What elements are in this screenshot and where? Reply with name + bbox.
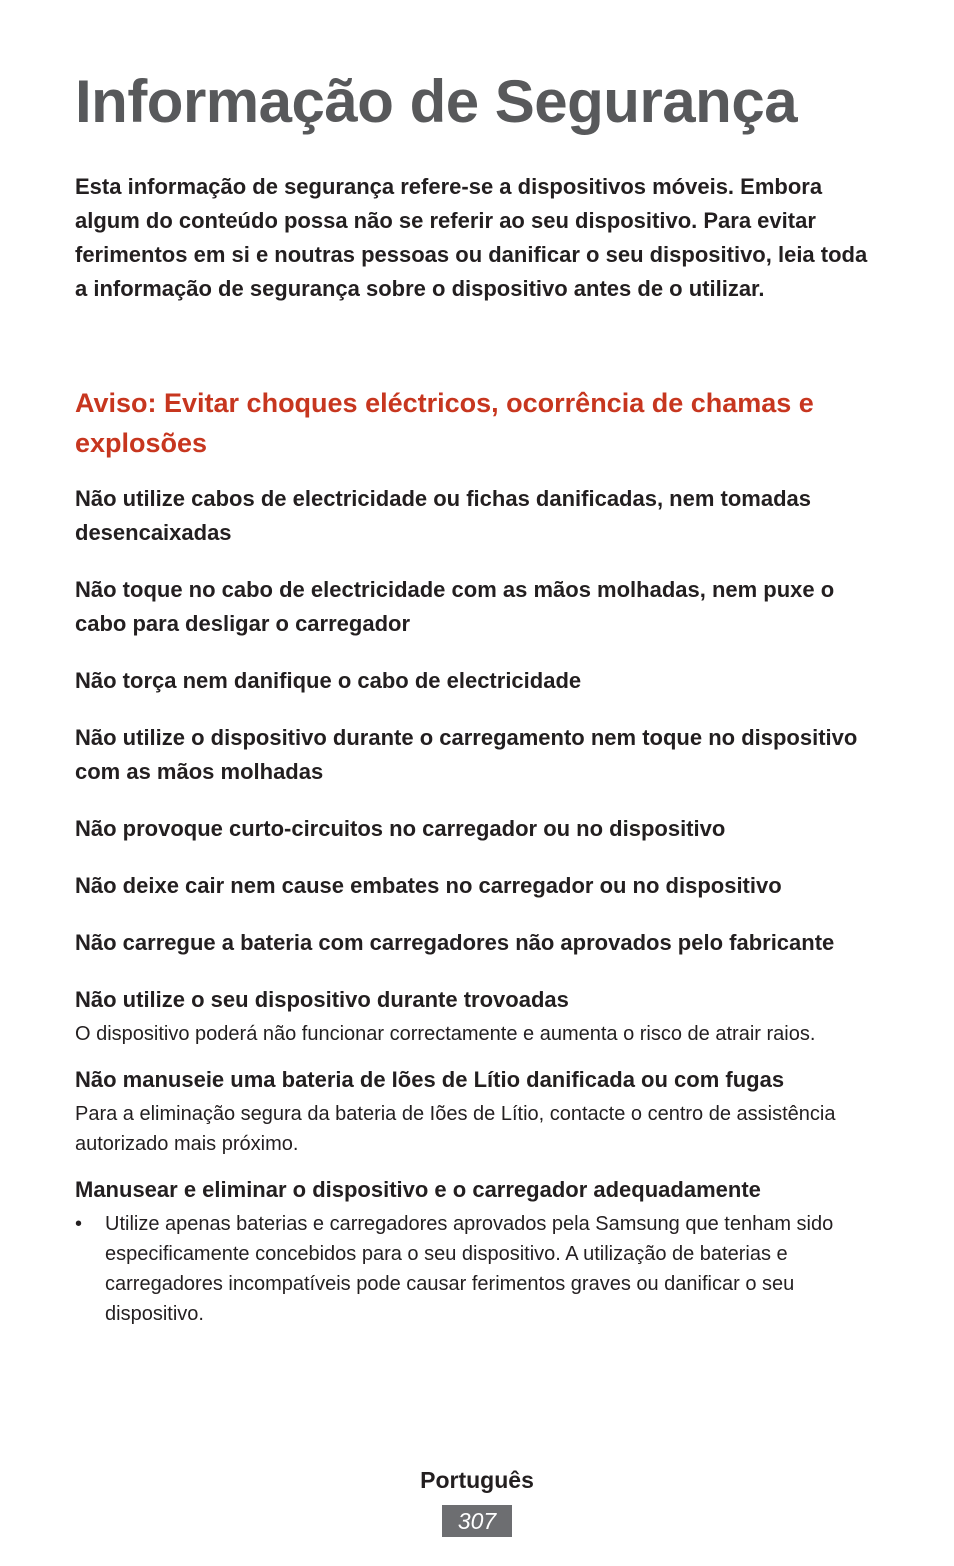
- bullet-text: Utilize apenas baterias e carregadores aprovados pela Samsung que tenham sido especificamente concebidos para o seu dispositivo. A utilização de baterias e carregadores incompatíveis pode causar ferimentos graves ou danificar o seu dispositivo.: [105, 1213, 834, 1325]
- bullet-icon: •: [75, 1213, 83, 1235]
- section-heading: Não utilize cabos de electricidade ou fichas danificadas, nem tomadas desencaixadas: [75, 486, 812, 545]
- section-heading: Não utilize o seu dispositivo durante trovoadas: [75, 987, 569, 1012]
- footer-language: Português: [420, 1467, 534, 1493]
- bullet-item: [75, 1209, 885, 1329]
- safety-sections: [75, 482, 885, 1329]
- section-heading: Não manuseie uma bateria de Iões de Lítio danificada ou com fugas: [75, 1067, 785, 1092]
- section-heading: Não torça nem danifique o cabo de electricidade: [75, 668, 582, 693]
- section-body: O dispositivo poderá não funcionar correctamente e aumenta o risco de atrair raios.: [75, 1023, 816, 1045]
- intro-paragraph: Esta informação de segurança refere-se a dispositivos móveis. Embora algum do conteúdo possa não se referir ao seu dispositivo. Para evitar ferimentos em si e noutras pessoas ou danificar o seu dispositivo, leia toda a informação de segurança sobre o dispositivo antes de o utilizar.: [75, 174, 868, 301]
- section-heading: Não utilize o dispositivo durante o carregamento nem toque no dispositivo com as mãos molhadas: [75, 725, 858, 784]
- section-body: Para a eliminação segura da bateria de Iões de Lítio, contacte o centro de assistência autorizado mais próximo.: [75, 1103, 836, 1155]
- section-heading: Não carregue a bateria com carregadores não aprovados pelo fabricante: [75, 930, 835, 955]
- section-heading: Não toque no cabo de electricidade com as mãos molhadas, nem puxe o cabo para desligar o carregador: [75, 577, 835, 636]
- page-number: 307: [442, 1505, 512, 1537]
- page-title: Informação de Segurança: [75, 68, 798, 135]
- section-heading: Manusear e eliminar o dispositivo e o carregador adequadamente: [75, 1177, 761, 1202]
- section-heading: Não provoque curto-circuitos no carregador ou no dispositivo: [75, 816, 726, 841]
- section-heading: Não deixe cair nem cause embates no carregador ou no dispositivo: [75, 873, 782, 898]
- warning-heading: Aviso: Evitar choques eléctricos, ocorrência de chamas e explosões: [75, 388, 814, 458]
